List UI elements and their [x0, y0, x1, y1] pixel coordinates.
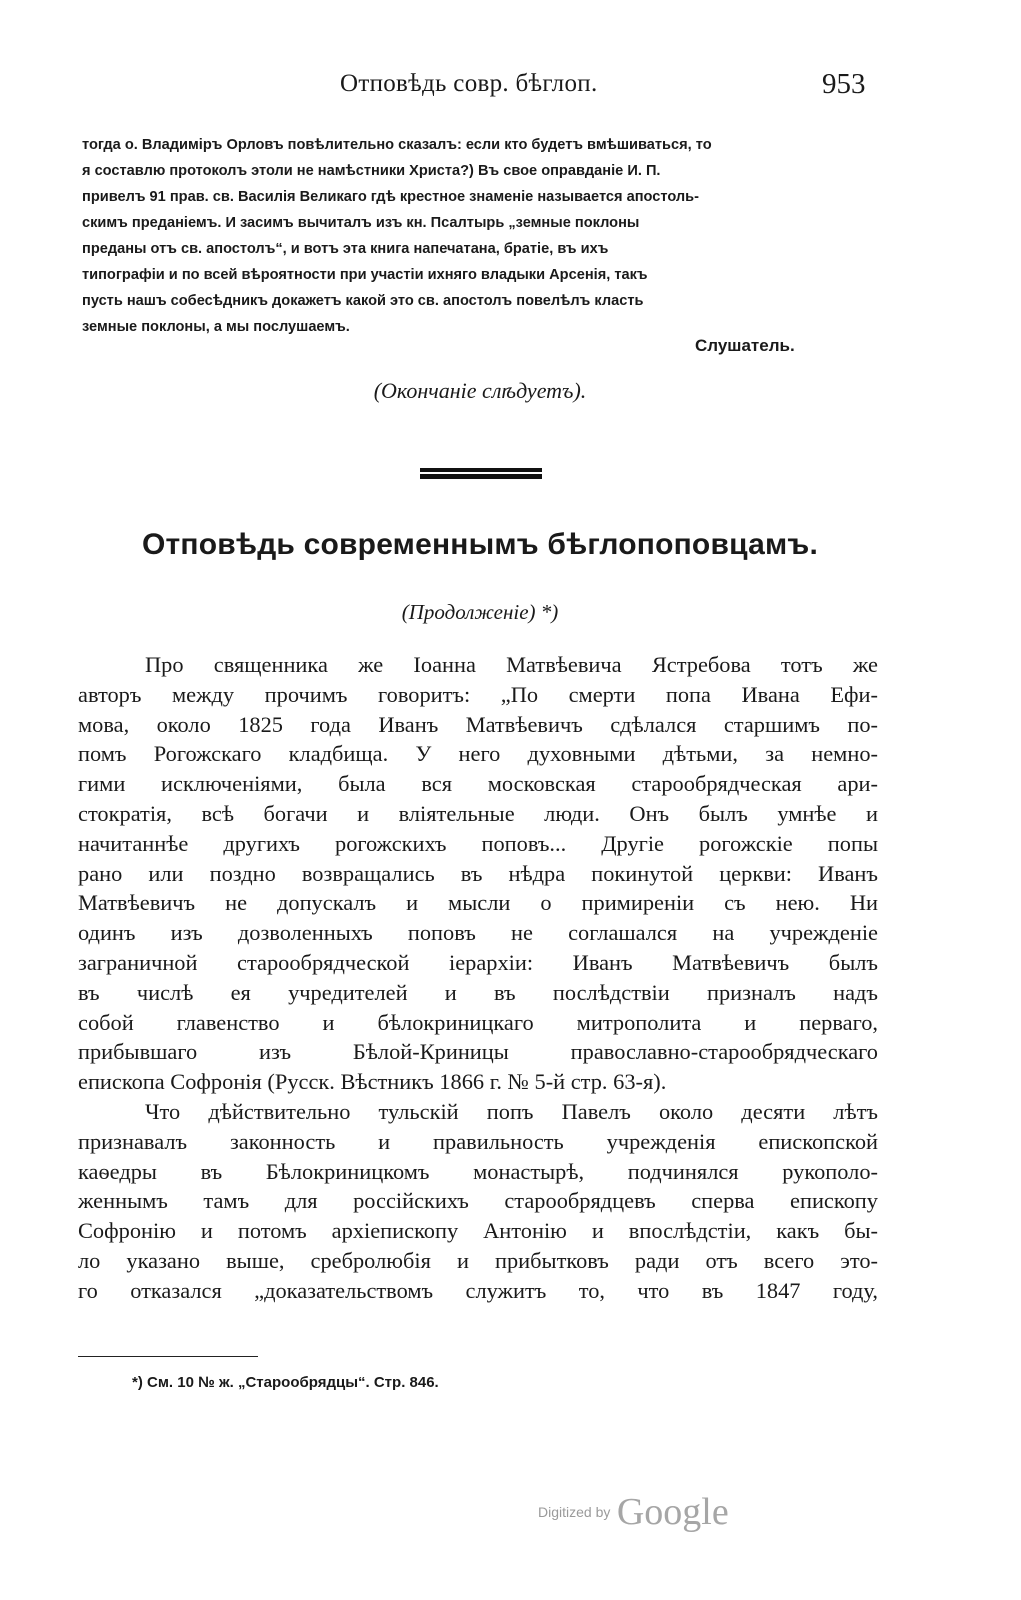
- text-line: тогда о. Владиміръ Орловъ повѣлительно сказалъ: если кто будетъ вмѣшиваться, то: [82, 137, 712, 153]
- text-line: авторъ между прочимъ говоритъ: „По смерти попа Ивана Ефи-: [78, 681, 878, 707]
- running-title: Отповѣдь совр. бѣглоп.: [340, 70, 598, 97]
- text-line: заграничной старообрядческой іерархіи: Иванъ Матвѣевичъ былъ: [78, 949, 878, 975]
- text-line: стократія, всѣ богачи и вліятельные люди. Онъ былъ умнѣе и: [78, 800, 878, 826]
- text-line: я составлю протоколъ этоли не намѣстники Христа?) Въ свое оправданіе И. П.: [82, 163, 661, 179]
- text-line: въ числѣ ея учредителей и въ послѣдствіи призналъ надъ: [78, 979, 878, 1005]
- text-line: епископа Софронія (Русск. Вѣстникъ 1866 г. № 5-й стр. 63-я).: [78, 1069, 667, 1095]
- footnote: *) См. 10 № ж. „Старообрядцы“. Стр. 846.: [132, 1374, 439, 1391]
- article-body: [78, 650, 878, 1306]
- text-line: типографіи и по всей вѣроятности при участіи ихняго владыки Арсенія, такъ: [82, 267, 648, 283]
- author-signature: Слушатель.: [695, 336, 795, 355]
- text-line: помъ Рогожскаго кладбища. У него духовными дѣтьми, за немно-: [78, 741, 878, 767]
- article-title: Отповѣдь современнымъ бѣглопоповцамъ.: [142, 528, 818, 561]
- continuation-note: (Продолженіе) *): [401, 600, 559, 624]
- to-be-continued-note: (Окончаніе слѣдуетъ).: [373, 378, 587, 403]
- text-line: признавалъ законность и правильность учрежденія епископской: [78, 1128, 878, 1154]
- google-logo: Google: [616, 1491, 729, 1533]
- text-line: преданы отъ св. апостолъ“, и вотъ эта книга напечатана, братіе, въ ихъ: [82, 241, 609, 257]
- text-line: Софронію и потомъ архіепископу Антонію и впослѣдстіи, какъ бы-: [78, 1218, 878, 1244]
- watermark-prefix: Digitized by: [538, 1504, 611, 1520]
- text-line: го отказался „доказательствомъ служитъ то, что въ 1847 году,: [78, 1277, 878, 1303]
- text-line: собой главенство и бѣлокриницкаго митрополита и перваго,: [78, 1009, 878, 1035]
- text-line: привелъ 91 прав. св. Василія Великаго гдѣ крестное знаменіе называется апостоль-: [82, 189, 699, 205]
- page-number: 953: [822, 68, 866, 100]
- text-line: ло указано выше, сребролюбія и прибытковъ ради отъ всего это-: [78, 1247, 878, 1273]
- section-divider: [420, 468, 542, 479]
- text-line: Что дѣйствительно тульскій попъ Павелъ около десяти лѣтъ: [145, 1098, 878, 1124]
- footnote-rule: [78, 1356, 258, 1357]
- text-line: гими исключеніями, была вся московская старообрядческая ари-: [78, 771, 878, 797]
- text-line: женнымъ тамъ для россійскихъ старообрядцевъ сперва епископу: [78, 1188, 878, 1214]
- text-line: Матвѣевичъ не допускалъ и мысли о примиреніи съ нею. Ни: [78, 890, 878, 916]
- running-header: [0, 70, 1021, 110]
- previous-article-text: [82, 132, 882, 340]
- text-line: рано или поздно возвращались въ нѣдра покинутой церкви: Иванъ: [78, 860, 878, 886]
- text-line: прибывшаго изъ Бѣлой-Криницы православно-старообрядческаго: [78, 1039, 878, 1065]
- text-line: каѳедры въ Бѣлокриницкомъ монастырѣ, подчинялся рукополо-: [78, 1158, 878, 1184]
- text-line: мова, около 1825 года Иванъ Матвѣевичъ сдѣлался старшимъ по-: [78, 711, 878, 737]
- text-line: земные поклоны, а мы послушаемъ.: [82, 319, 350, 335]
- digitized-watermark: [538, 1490, 729, 1534]
- text-line: скимъ преданіемъ. И засимъ вычиталъ изъ кн. Псалтырь „земные поклоны: [82, 215, 640, 231]
- text-line: Про священника же Іоанна Матвѣевича Ястребова тотъ же: [145, 652, 878, 677]
- text-line: пусть нашъ собесѣдникъ докажетъ какой это св. апостолъ повелѣлъ класть: [82, 293, 644, 309]
- text-line: одинъ изъ дозволенныхъ поповъ не соглашался на учрежденіе: [78, 920, 878, 946]
- text-line: начитаннѣе другихъ рогожскихъ поповъ... Другіе рогожскіе попы: [78, 830, 878, 856]
